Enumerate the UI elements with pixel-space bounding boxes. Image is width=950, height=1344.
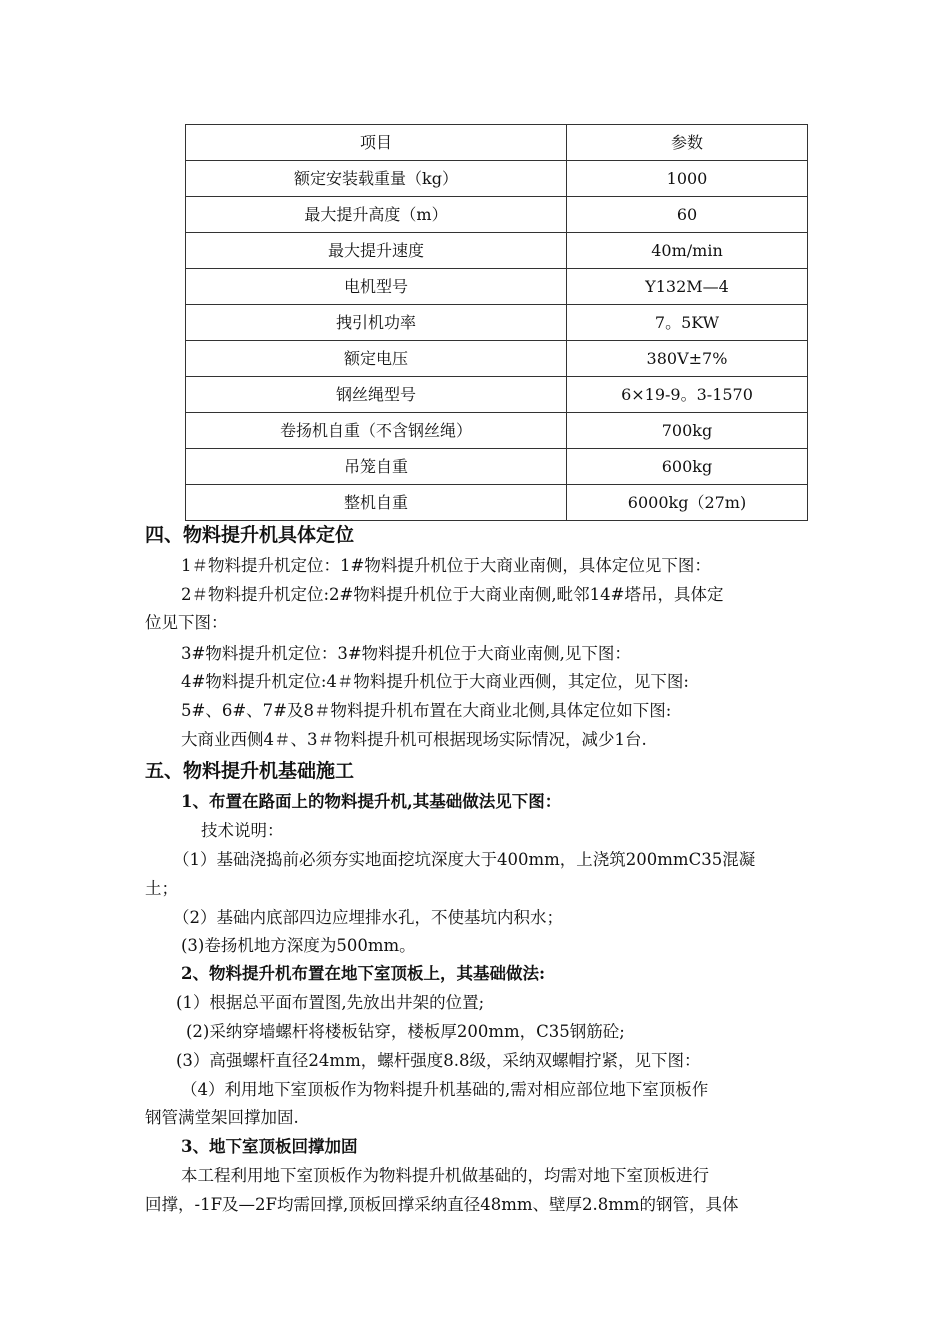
table-row: [186, 233, 808, 269]
paragraph-line: （4）利用地下室顶板作为物料提升机基础的,需对相应部位地下室顶板作: [181, 1080, 709, 1099]
table-cell-value: 380V±7%: [567, 341, 808, 377]
table-row: [186, 449, 808, 485]
table-cell-item: 额定电压: [186, 341, 567, 377]
table-cell-value: 6×19-9。3-1570: [567, 377, 808, 413]
table-row: [186, 485, 808, 521]
table-header-item: 项目: [186, 125, 567, 161]
paragraph-line: 大商业西侧4＃、3＃物料提升机可根据现场实际情况，减少1台.: [181, 730, 647, 749]
table-cell-item: 整机自重: [186, 485, 567, 521]
table-cell-value: 40m/min: [567, 233, 808, 269]
table-row: [186, 413, 808, 449]
table-cell-value: 7。5KW: [567, 305, 808, 341]
table-row: [186, 341, 808, 377]
table-cell-value: 700kg: [567, 413, 808, 449]
table-cell-item: 拽引机功率: [186, 305, 567, 341]
table-cell-item: 额定安装载重量（kg）: [186, 161, 567, 197]
subsection-2-heading: 2、物料提升机布置在地下室顶板上，其基础做法:: [181, 964, 546, 983]
paragraph-line: (2)采纳穿墙螺杆将楼板钻穿，楼板厚200mm，C35钢筋砼;: [186, 1022, 625, 1041]
paragraph-line: 1＃物料提升机定位：1#物料提升机位于大商业南侧，具体定位见下图：: [181, 556, 711, 575]
table-cell-value: Y132M—4: [567, 269, 808, 305]
paragraph-line: （1）基础浇捣前必须夯实地面挖坑深度大于400mm，上浇筑200mmC35混凝: [173, 850, 756, 869]
paragraph-line: 2＃物料提升机定位:2#物料提升机位于大商业南侧,毗邻14#塔吊，具体定: [181, 585, 724, 604]
table-cell-value: 600kg: [567, 449, 808, 485]
paragraph-line: 钢管满堂架回撑加固.: [145, 1108, 299, 1127]
section-5-heading: 五、物料提升机基础施工: [145, 760, 355, 782]
table-header-value: 参数: [567, 125, 808, 161]
table-row: [186, 161, 808, 197]
table-cell-value: 1000: [567, 161, 808, 197]
paragraph-line: 技术说明：: [201, 821, 284, 840]
paragraph-line: (3)卷扬机地方深度为500mm。: [181, 936, 416, 955]
paragraph-line: (1）根据总平面布置图,先放出井架的位置;: [176, 993, 485, 1012]
table-row: [186, 377, 808, 413]
paragraph-line: （2）基础内底部四边应埋排水孔，不使基坑内积水；: [173, 908, 563, 927]
parameter-table: [185, 124, 808, 521]
table-row: [186, 269, 808, 305]
table-row: [186, 305, 808, 341]
paragraph-line: 位见下图：: [145, 613, 228, 632]
subsection-1-heading: 1、布置在路面上的物料提升机,其基础做法见下图：: [181, 792, 562, 811]
paragraph-line: 5#、6#、7#及8＃物料提升机布置在大商业北侧,具体定位如下图:: [181, 701, 672, 720]
table-header-row: [186, 125, 808, 161]
table-cell-item: 最大提升高度（m）: [186, 197, 567, 233]
paragraph-line: (3）高强螺杆直径24mm，螺杆强度8.8级，采纳双螺帽拧紧，见下图：: [176, 1051, 701, 1070]
subsection-3-heading: 3、地下室顶板回撑加固: [181, 1137, 358, 1156]
section-4-heading: 四、物料提升机具体定位: [145, 524, 355, 546]
table-cell-item: 电机型号: [186, 269, 567, 305]
table-cell-item: 最大提升速度: [186, 233, 567, 269]
table-cell-value: 6000kg（27m): [567, 485, 808, 521]
paragraph-line: 回撑，-1F及—2F均需回撑,顶板回撑采纳直径48mm、壁厚2.8mm的钢管，具体: [145, 1195, 739, 1214]
paragraph-line: 土；: [145, 879, 178, 898]
table-cell-item: 吊笼自重: [186, 449, 567, 485]
paragraph-line: 3#物料提升机定位：3#物料提升机位于大商业南侧,见下图：: [181, 644, 631, 663]
paragraph-line: 本工程利用地下室顶板作为物料提升机做基础的，均需对地下室顶板进行: [181, 1166, 709, 1185]
table-cell-value: 60: [567, 197, 808, 233]
paragraph-line: 4#物料提升机定位:4＃物料提升机位于大商业西侧，其定位，见下图:: [181, 672, 689, 691]
table-cell-item: 卷扬机自重（不含钢丝绳）: [186, 413, 567, 449]
table-row: [186, 197, 808, 233]
table-cell-item: 钢丝绳型号: [186, 377, 567, 413]
